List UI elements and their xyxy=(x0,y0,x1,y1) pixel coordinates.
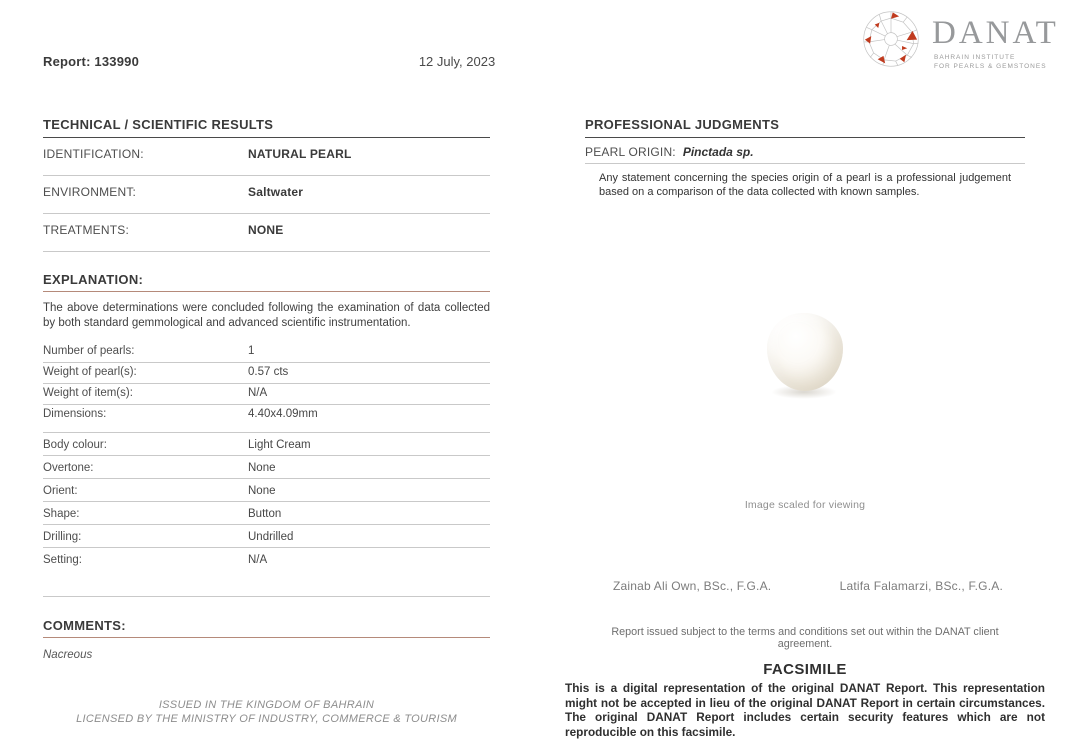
signatures-row xyxy=(585,579,1025,593)
environment-row xyxy=(43,176,490,214)
identification-value: NATURAL PEARL xyxy=(248,147,352,161)
treatments-label: TREATMENTS: xyxy=(43,223,129,237)
issuer-line2: LICENSED BY THE MINISTRY OF INDUSTRY, COMMERCE & TOURISM xyxy=(76,713,457,725)
technical-results-title: TECHNICAL / SCIENTIFIC RESULTS xyxy=(43,115,490,138)
identification-label: IDENTIFICATION: xyxy=(43,147,144,161)
danat-logo xyxy=(862,10,1059,73)
image-caption: Image scaled for viewing xyxy=(744,499,866,511)
signature-right: Latifa Falamarzi, BSc., F.G.A. xyxy=(839,579,1003,593)
table-row: Drilling: Undrilled xyxy=(43,525,490,548)
treatments-row xyxy=(43,214,490,252)
table-row: Weight of item(s): N/A xyxy=(43,384,490,405)
terms-note: Report issued subject to the terms and conditions set out within the DANAT client agreement. xyxy=(611,626,999,650)
facsimile-section xyxy=(565,661,1045,739)
professional-judgments-section xyxy=(585,115,1025,650)
explanation-title: EXPLANATION: xyxy=(43,272,490,292)
pearl-origin-label: PEARL ORIGIN: xyxy=(585,145,676,159)
table-row: Shape: Button xyxy=(43,502,490,525)
table-row: Orient: None xyxy=(43,479,490,502)
table-row: Number of pearls: 1 xyxy=(43,342,490,363)
report-number: Report: 133990 xyxy=(43,54,140,69)
pearl-photo xyxy=(765,311,845,395)
technical-results-section xyxy=(43,115,490,661)
brand-subtitle: BAHRAIN INSTITUTE FOR PEARLS & GEMSTONES xyxy=(934,54,1047,70)
table-row: Weight of pearl(s): 0.57 cts xyxy=(43,363,490,384)
issuer-line1: ISSUED IN THE KINGDOM OF BAHRAIN xyxy=(158,699,375,711)
environment-label: ENVIRONMENT: xyxy=(43,185,137,199)
brand-name: DANAT xyxy=(932,15,1059,51)
pearl-image xyxy=(767,313,843,391)
pearl-origin-value: Pinctada sp. xyxy=(682,145,754,159)
report-date: 12 July, 2023 xyxy=(418,54,496,69)
signature-left: Zainab Ali Own, BSc., F.G.A. xyxy=(613,579,772,593)
danat-gem-icon xyxy=(862,10,920,73)
table-row: Overtone: None xyxy=(43,456,490,479)
professional-judgments-title: PROFESSIONAL JUDGMENTS xyxy=(585,115,1025,138)
comments-title: COMMENTS: xyxy=(43,618,490,638)
facsimile-title: FACSIMILE xyxy=(763,661,847,678)
pearl-origin-row xyxy=(585,138,1025,164)
danat-wordmark xyxy=(932,10,1059,71)
table-row: Dimensions: 4.40x4.09mm xyxy=(43,405,490,433)
facsimile-body: This is a digital representation of the original DANAT Report. This representation might not be accepted in lieu of the original DANAT Report in certain circumstances. The original DANAT Report includes certain security features which are not reproducible on this facsimile. xyxy=(565,681,1045,739)
comments-body: Nacreous xyxy=(43,649,93,661)
table-row: Setting: N/A xyxy=(43,548,490,597)
table-row: Body colour: Light Cream xyxy=(43,433,490,456)
environment-value: Saltwater xyxy=(248,185,304,199)
origin-disclaimer: Any statement concerning the species origin of a pearl is a professional judgement based on a comparison of the data collected with known samples. xyxy=(599,172,1011,198)
explanation-body: The above determinations were concluded following the examination of data collected by both standard gemmological and advanced scientific instrumentation. xyxy=(43,302,490,329)
treatments-value: NONE xyxy=(248,223,284,237)
issuer-footer xyxy=(43,698,490,726)
identification-row xyxy=(43,138,490,176)
pearl-measurements-table xyxy=(43,342,490,433)
pearl-appearance-table xyxy=(43,433,490,597)
